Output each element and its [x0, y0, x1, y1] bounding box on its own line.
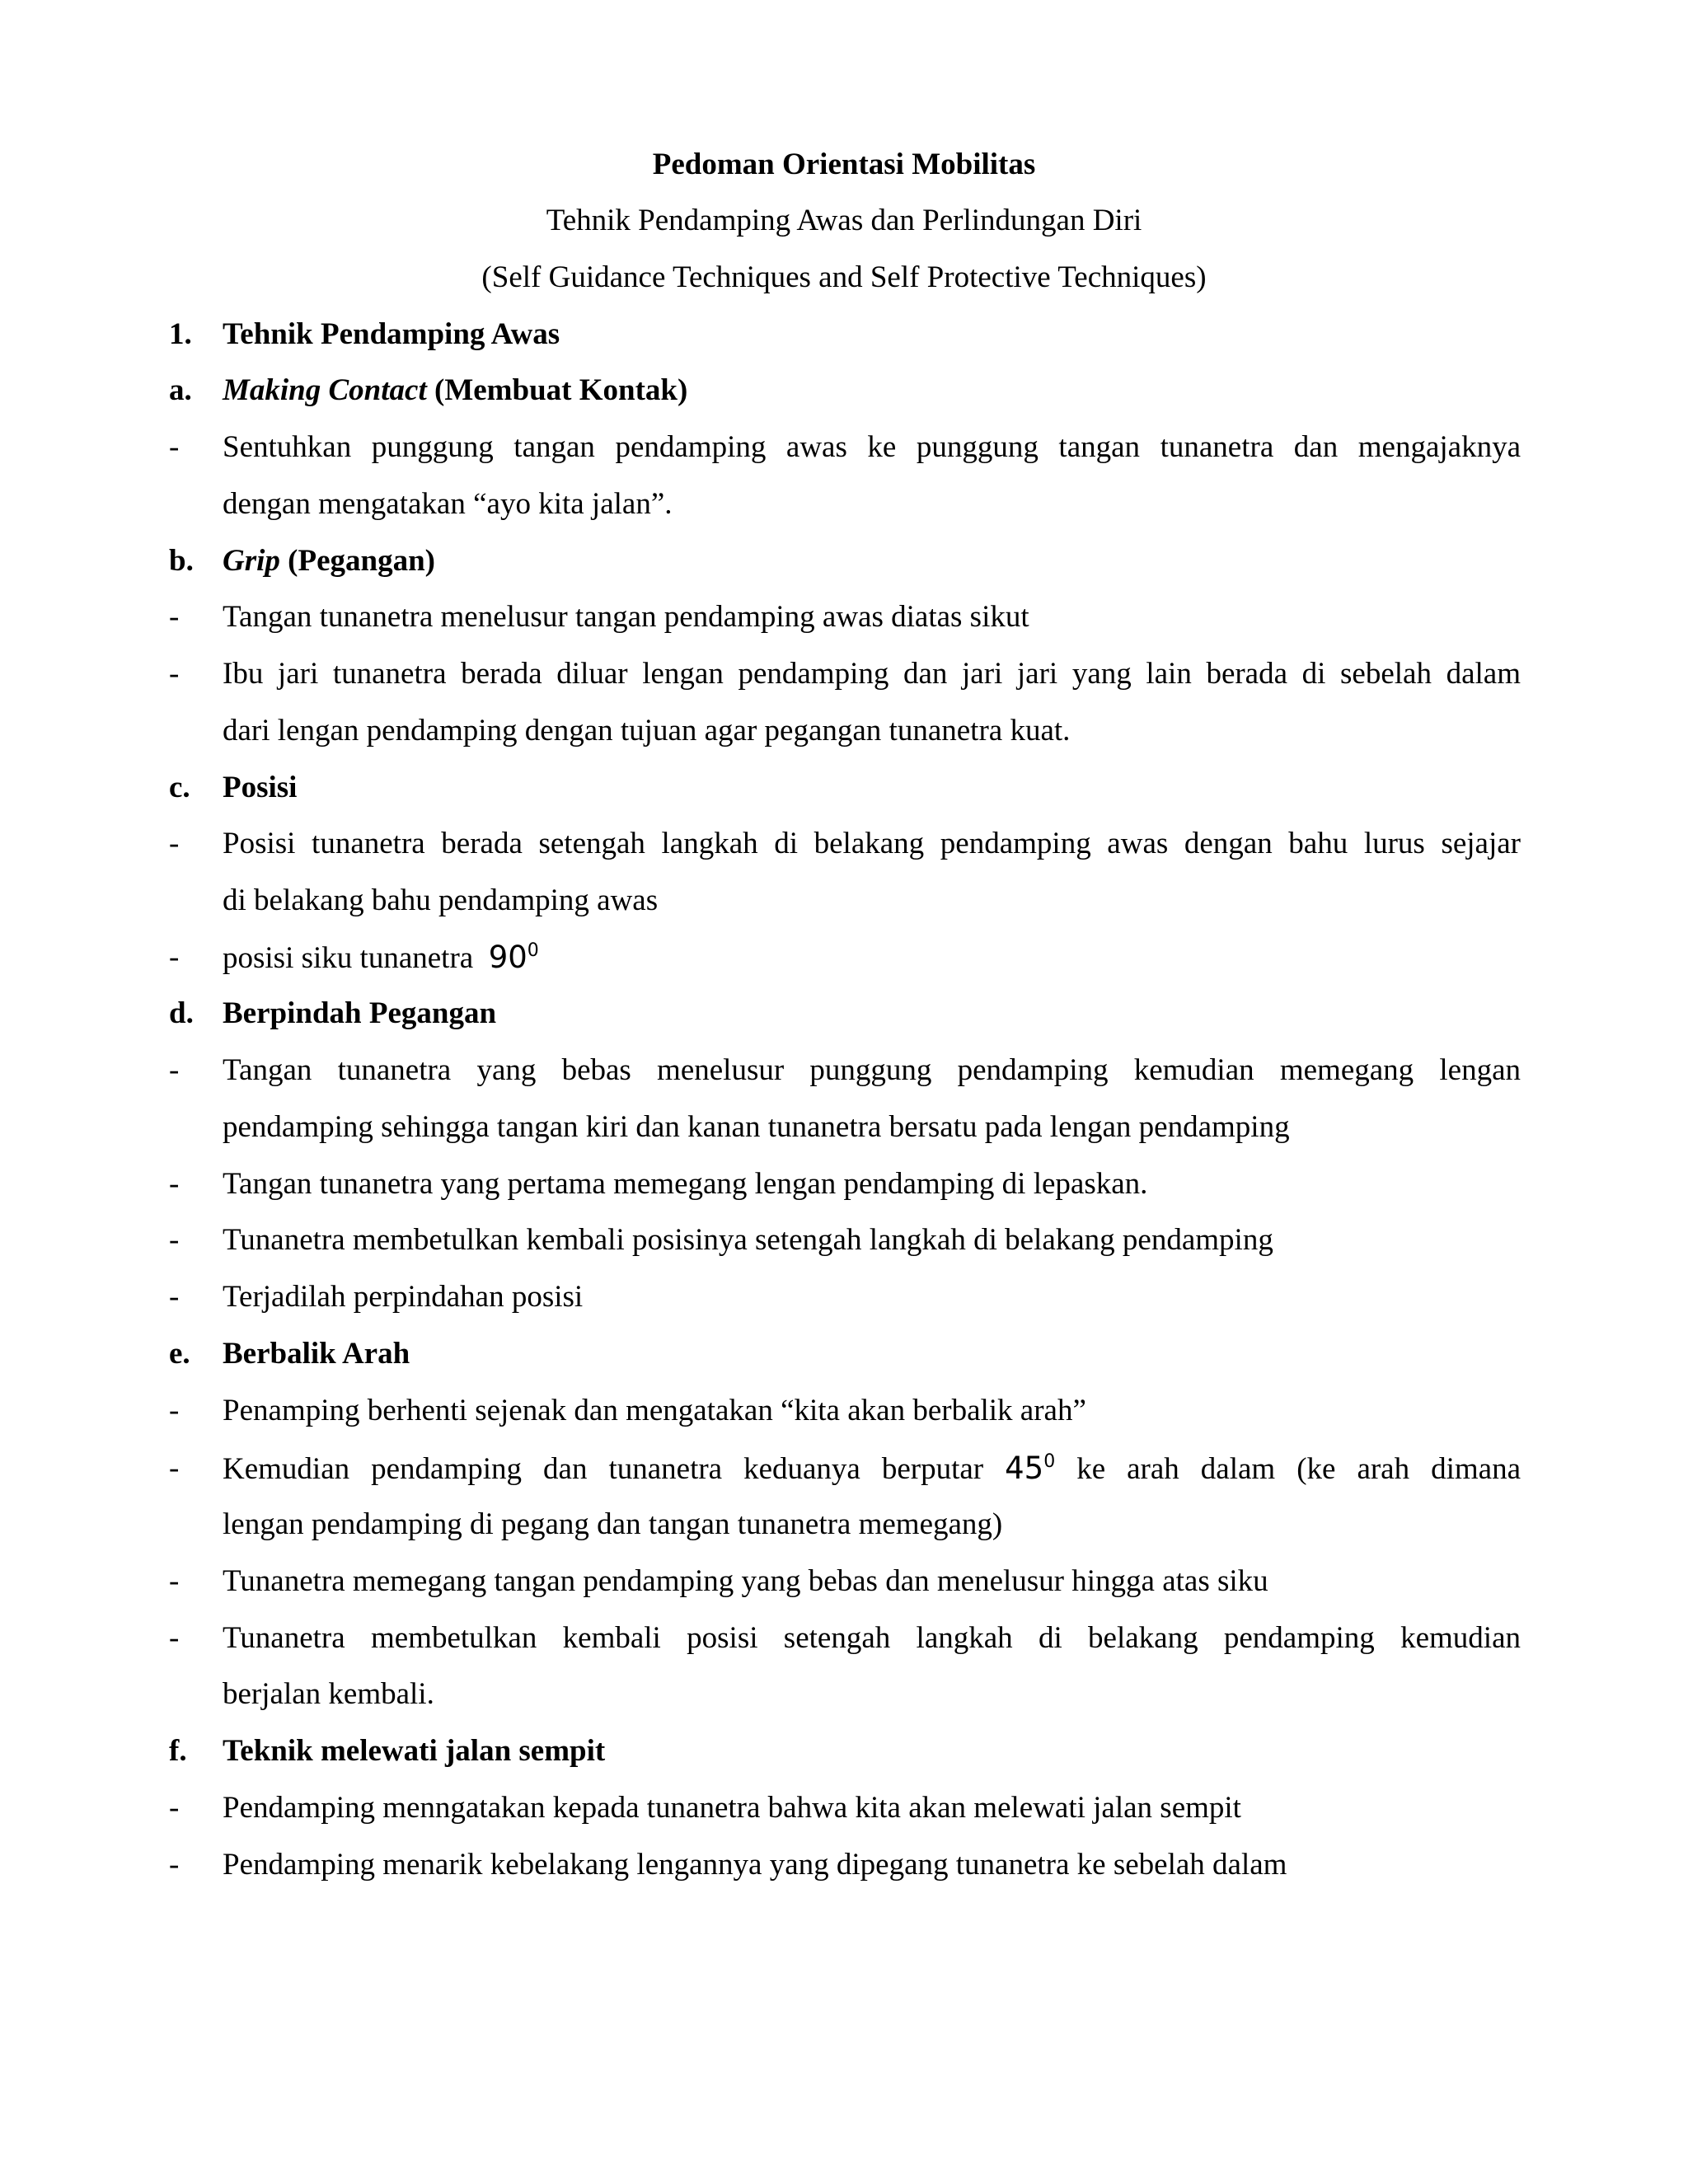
subsection-title-rest: (Membuat Kontak)	[426, 373, 688, 407]
subsection-title: Teknik melewati jalan sempit	[223, 1734, 606, 1768]
subsection-title: Berpindah Pegangan	[223, 996, 497, 1030]
list-item-text-part: posisi siku tunanetra	[223, 941, 474, 975]
subsection-marker: b.	[169, 544, 194, 578]
document-subtitle-english: (Self Guidance Techniques and Self Protective Techniques)	[481, 260, 1207, 294]
subsection-marker: f.	[169, 1734, 187, 1768]
bullet: -	[169, 1053, 180, 1087]
angle-value: 45	[1005, 1451, 1044, 1486]
subsection-marker: c.	[169, 771, 190, 804]
subsection-title-italic: Making Contact	[223, 373, 427, 407]
list-item-text: Tangan tunanetra yang bebas menelusur punggung pendamping kemudian memegang lengan	[223, 1053, 1521, 1087]
bullet: -	[169, 1621, 180, 1655]
bullet: -	[169, 1791, 180, 1825]
bullet: -	[169, 657, 180, 691]
bullet: -	[169, 600, 180, 634]
list-item-text: di belakang bahu pendamping awas	[223, 883, 659, 917]
list-item-text: Terjadilah perpindahan posisi	[223, 1280, 584, 1314]
document-subtitle: Tehnik Pendamping Awas dan Perlindungan Diri	[546, 204, 1142, 237]
list-item-text-part: Kemudian pendamping dan tunanetra keduanya berputar	[223, 1452, 984, 1486]
list-item-text: Posisi tunanetra berada setengah langkah di belakang pendamping awas dengan bahu lurus sejajar	[223, 827, 1521, 860]
document-title: Pedoman Orientasi Mobilitas	[652, 148, 1036, 181]
list-item-text: Tunanetra membetulkan kembali posisi setengah langkah di belakang pendamping kemudian	[223, 1621, 1521, 1655]
subsection-title	[223, 543, 1521, 579]
bullet: -	[169, 1451, 180, 1485]
list-item-text: dengan mengatakan “ayo kita jalan”.	[223, 487, 673, 521]
list-item-text: Pendamping menngatakan kepada tunanetra bahwa kita akan melewati jalan sempit	[223, 1791, 1241, 1825]
list-item-text-part: ke arah dalam (ke arah dimana	[1076, 1452, 1522, 1486]
subsection-title-rest: (Pegangan)	[279, 544, 435, 578]
list-item-text: dari lengan pendamping dengan tujuan agar pegangan tunanetra kuat.	[223, 714, 1071, 748]
degree-superscript: 0	[1043, 1451, 1056, 1472]
subsection-marker: d.	[169, 996, 194, 1030]
bullet: -	[169, 1280, 180, 1314]
degree-superscript: 0	[527, 940, 539, 961]
bullet: -	[169, 1167, 180, 1201]
list-item-text: Sentuhkan punggung tangan pendamping awas ke punggung tangan tunanetra dan mengajaknya	[223, 430, 1521, 464]
list-item-text: Ibu jari tunanetra berada diluar lengan pendamping dan jari jari yang lain berada di sebelah dalam	[223, 657, 1521, 691]
list-item-text: berjalan kembali.	[223, 1677, 434, 1711]
list-item-text: Tangan tunanetra yang pertama memegang lengan pendamping di lepaskan.	[223, 1167, 1148, 1201]
section-title: Tehnik Pendamping Awas	[223, 317, 560, 351]
list-item-text: lengan pendamping di pegang dan tangan tunanetra memegang)	[223, 1507, 1003, 1541]
subsection-title: Posisi	[223, 771, 298, 804]
bullet: -	[169, 1564, 180, 1598]
list-item-text: Penamping berhenti sejenak dan mengatakan “kita akan berbalik arah”	[223, 1394, 1086, 1427]
bullet: -	[169, 430, 180, 464]
subsection-title: Berbalik Arah	[223, 1337, 410, 1371]
subsection-marker: e.	[169, 1337, 190, 1371]
list-item-text: Tunanetra memegang tangan pendamping yang bebas dan menelusur hingga atas siku	[223, 1564, 1268, 1598]
list-item-text: pendamping sehingga tangan kiri dan kanan tunanetra bersatu pada lengan pendamping	[223, 1110, 1290, 1144]
bullet: -	[169, 940, 180, 974]
subsection-title-italic: Grip	[223, 544, 280, 578]
list-item-text: Tangan tunanetra menelusur tangan pendamping awas diatas sikut	[223, 600, 1029, 634]
bullet: -	[169, 1223, 180, 1257]
list-item-text: Pendamping menarik kebelakang lengannya yang dipegang tunanetra ke sebelah dalam	[223, 1848, 1287, 1882]
bullet: -	[169, 1394, 180, 1427]
subsection-marker: a.	[169, 373, 192, 407]
list-item-text	[223, 940, 1521, 977]
bullet: -	[169, 827, 180, 860]
section-number: 1.	[169, 317, 192, 351]
list-item-text: Tunanetra membetulkan kembali posisinya setengah langkah di belakang pendamping	[223, 1223, 1273, 1257]
list-item-text	[223, 1451, 1521, 1488]
angle-value: 90	[488, 940, 528, 975]
subsection-title	[223, 373, 1521, 409]
bullet: -	[169, 1848, 180, 1882]
